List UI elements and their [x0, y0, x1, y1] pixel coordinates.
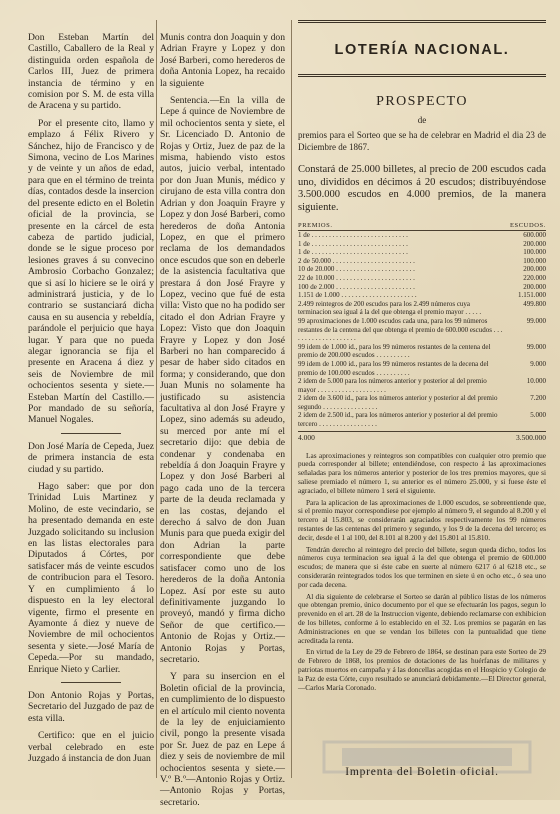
- prize-row: [298, 240, 546, 249]
- note-paragraph: Tendrán derecho al reintegro del precio del billete, segun queda dicho, todos los números cuya terminacion sea igual á la del que obtenga el premio de 600.000 escudos; de manera que si éste cabe en suerte al número 6217 ó al 6218 etc., se considerarán reintegrados todos los que terminen en siete ú en ocho etc., ó sea uno por cada decena.: [298, 544, 546, 589]
- prize-amount: 1.151.000: [518, 291, 546, 300]
- prize-amount: 200.000: [523, 282, 546, 291]
- prize-description: 99 aproximaciones de 1.000 escudos cada una, para los 99 números restantes de la centena del que obtenga el premio de 600.000 escudos . . . . . . . . . . . . . . . . . . . .: [298, 316, 503, 343]
- prize-row: [298, 377, 546, 394]
- total-premios: 4.000: [298, 432, 315, 442]
- prize-description: 99 idem de 1.000 id., para los 99 números restantes de la decena del premio de 100.000 escudos . . . . . . . . . .: [298, 359, 489, 377]
- prize-row: [298, 360, 546, 377]
- prize-description: 2 idem de 5.000 para los números anterior y posterior al del premio mayor . . . . . . . . . . . . . . . . . . . .: [298, 377, 487, 394]
- prize-description: 99 idem de 1.000 id., para los 99 números restantes de la centena del premio de 200.000 escudos . . . . . . . . . .: [298, 342, 491, 360]
- prospecto-summary: Constará de 25.000 billetes, al precio de 200 escudos cada uno, divididos en décimos á 20 escudos; distribuyéndose 3.500.000 escudos en 4.000 premios, de la manera siguiente.: [298, 164, 546, 213]
- edict-lepe-sentencia: Sentencia.—En la villa de Lepe á quince de Noviembre de mil ochocientos senta y siete, el Sr. Licenciado D. Antonio de Rojas y Ortiz, Juez de paz de la misma, habiendo visto estos autos, juicio verbal, intentado por don Juan Munis, médico y cirujano de esta villa contra don Adrian y don Joaquin Frayre y Lopez y don José Barberi, como herederos de doña Antonia Lopez, en que el primero reclama de los demandados once escudos que son en deberle de la asistencia facultativa que prestara á don José Frayre y Lopez, vecino que fué de esta villa: Visto que no ha podido ser citado el don Adrian Frayre y Lopez: Visto que don Joaquin Frayre y Lopez y don José Barberi no han comparecido á pesar de haber sido citados en forma; y considerando, que don Juan Munis no solamente ha justificado su asistencia facultativa al don José Frayre y Lopez, sino además su adeudo, su merced por ante mí el secretario dijo: que debia de condenar y condenaba en rebeldía á don Joaquin Frayre y Lopez y don José Barberi al pago cada uno de la tercera parte de la deuda reclamada y en las costas, dejando el derecho á salvo de don Juan Munis para que pueda exigir del don Adrian la parte correspondiente que debe satisfacer como uno de los herederos de la doña Antonia Lopez. Así por este su auto definitivamente juzgando lo proveyó, mandó y firma dicho Señor de que certifico.—Antonio de Rojas y Ortiz.—Antonio Rojas y Portas, secretario.: [160, 95, 285, 665]
- prize-total-row: [298, 431, 546, 442]
- prize-row: [298, 343, 546, 360]
- escudos-col-label: ESCUDOS.: [509, 222, 546, 229]
- prize-amount: 5.000: [530, 411, 546, 420]
- prize-row: [298, 248, 546, 257]
- prize-description: 1 de . . . . . . . . . . . . . . . . . . . . . . . . . . . .: [298, 231, 408, 239]
- prize-amount: 100.000: [523, 256, 546, 265]
- prospecto-notes: [298, 452, 546, 693]
- note-paragraph: Las aproximaciones y reintegros son compatibles con cualquier otro premio que pueda corresponder al billete; entendiéndose, con respecto á las aproximaciones señaladas para los números anterior y posterior de los tres premios mayores, que si saliese premiado el número 1, su anterior es el número 25.000, y si fuese éste el agraciado, el billete número 1 será el siguiente.: [298, 450, 546, 495]
- prize-description: 2 de 50.000 . . . . . . . . . . . . . . . . . . . . . . . .: [298, 256, 415, 265]
- loteria-title: LOTERÍA NACIONAL.: [334, 42, 510, 58]
- prize-row: [298, 274, 546, 283]
- prospecto-title: PROSPECTO: [376, 94, 468, 109]
- prize-amount: 499.800: [523, 299, 546, 308]
- edict-lepe-continued: Munis contra don Joaquin y don Adrian Frayre y Lopez y don José Barberi, como herederos de doña Antonia Lopez, ha recaido la siguiente: [160, 32, 285, 89]
- prize-amount: 600.000: [523, 231, 546, 239]
- prize-row: [298, 291, 546, 300]
- prize-row: [298, 394, 546, 411]
- prize-description: 2 idem de 2.500 id., para los números anterior y posterior al del premio tercero . . . . . . . . . . . . . . . . .: [298, 411, 498, 429]
- note-paragraph: En virtud de la Ley de 29 de Febrero de 1864, se destinan para este Sorteo de 29 de Febrero de 1868, los premios de dotaciones de las huérfanas de militares y patriotas muertos en campaña y á las doncellas acogidas en el Hospicio y Colegio de la Paz de esta Córte, cuyo resultado se anunciará debidamente.—El Director general,—Carlos María Coronado.: [298, 647, 546, 692]
- column-rule: [156, 20, 157, 778]
- prize-col-label: PREMIOS.: [298, 222, 333, 229]
- note-paragraph: Al dia siguiente de celebrarse el Sorteo se darán al público listas de los números que obtengan premio, único documento por el que se efectuarán los pagos, segun lo prevenido en el art. 28 de la Instruccion vigente, debiendo reclamarse con exhibicion de los billetes, conforme á lo establecido en el 32. Los premios se pagarán en las Administraciones en que se vendan los billetes con la puntualidad que tiene acreditada la renta.: [298, 591, 546, 645]
- prize-row: [298, 317, 546, 343]
- prize-row: [298, 300, 546, 317]
- left-column-2: [160, 32, 285, 814]
- prize-row: [298, 265, 546, 274]
- prize-row: [298, 257, 546, 266]
- edict-ayamonte-body: Hago saber: que por don Trinidad Luis Martinez y Molino, de este vecindario, se ha presentado demanda en este Juzgado solicitando su inclusion en las listas electorales para Diputados á Córtes, por satisfacer más de veinte escudos de contribucion para el Tesoro. Y en cumplimiento á lo dispuesto en la ley electoral vigente, firmo el presente en Ayamonte á diez y nueve de Noviembre de mil ochocientos sesenta y siete.—José María de Cepeda.—Por su mandado, Enrique Nieto y Carlier.: [28, 481, 154, 675]
- prize-row: [298, 231, 546, 240]
- double-rule: [298, 74, 546, 77]
- prize-amount: 99.000: [526, 342, 546, 351]
- separator: [61, 682, 121, 683]
- prize-row: [298, 283, 546, 292]
- left-column-1: [28, 32, 154, 770]
- prize-amount: 7.200: [530, 394, 546, 403]
- prize-description: 2.499 reintegros de 200 escudos para los 2.499 números cuya terminacion sea igual á la del que obtenga el premio mayor . . . . .: [298, 299, 482, 317]
- edict-lepe-insercion: Y para su insercion en el Boletin oficial de la provincia, en cumplimiento de lo dispuesto en el artículo mil ciento noventa de la ley de enjuiciamiento civil, pongo la presente visada por Sr. Juez de paz en Lepe á diez y seis de noviembre de mil ochocientos sesenta y siete.—V.º B.º—Antonio Rojas y Ortiz.—Antonio Rojas y Portas, secretario.: [160, 671, 285, 808]
- loteria-section: [298, 20, 546, 695]
- prize-description: 1 de . . . . . . . . . . . . . . . . . . . . . . . . . . . .: [298, 248, 408, 257]
- note-paragraph: Para la aplicacion de las aproximaciones de 1.000 escudos, se sobreentiende que, si el premio mayor correspondiese por ejemplo al número 9, el segundo al 8.200 y el tercero al 15.803, se considerarán agraciados respectivamente los 99 números restantes de las centenas del primero y segundo, y los 9 de la decena del tercero; es decir, desde el 1 al 100, del 8.101 al 8.200 y del 15.801 al 15.810.: [298, 497, 546, 542]
- edict-lepe-certifico: Certifico: que en el juicio verbal celebrado en este Juzgado á instancia de don Juan: [28, 730, 154, 764]
- prize-amount: 99.000: [526, 316, 546, 325]
- prize-description: 10 de 20.000 . . . . . . . . . . . . . . . . . . . . . . .: [298, 265, 415, 274]
- prize-description: 100 de 2.000 . . . . . . . . . . . . . . . . . . . . . . .: [298, 282, 415, 291]
- edict-aracena-heading: Don Esteban Martín del Castillo, Caballero de la Real y distinguida orden española de Carlos III, Juez de primera instancia de término y en comision por S. M. de esta villa de Aracena y su partido.: [28, 32, 154, 112]
- imprenta-footer: Imprenta del Boletin oficial.: [345, 766, 499, 778]
- prospecto-intro: premios para el Sorteo que se ha de celebrar en Madrid el dia 23 de Diciembre de 1867.: [298, 130, 546, 152]
- prize-description: 22 de 10.000 . . . . . . . . . . . . . . . . . . . . . . .: [298, 273, 415, 282]
- prize-amount: 100.000: [523, 248, 546, 257]
- prize-description: 1.151 de 1.000 . . . . . . . . . . . . . . . . . . . . . .: [298, 291, 417, 300]
- edict-aracena-body: Por el presente cito, llamo y emplazo á Félix Rivero y Sánchez, hijo de Francisco y de Simona, vecino de Los Marines y de veinte y un años de edad, para que en el término de treinta días, contados desde la insercion del presente edicto en el Boletin oficial de la provincia, se presente en la cárcel de esta cabeza de partido judicial, donde se le sigue proceso por lesiones graves á su convecino Ambrosio Corbacho Gonzalez; que si así lo hiciere se le oirá y administrará justicia, y de lo contrario se sustanciará dicha causa en su ausencia y rebeldía, parándole el perjuicio que haya lugar. Y para que no pueda alegar ignorancia se fija el presente en Aracena á diez y seis de Noviembre de mil ochocientos sesenta y siete.—Esteban Martín del Castillo.—Por mandado de su señoría, Manuel Nogales.: [28, 117, 154, 426]
- edict-ayamonte-heading: Don José María de Cepeda, Juez de primera instancia de esta ciudad y su partido.: [28, 440, 154, 475]
- column-rule: [291, 20, 292, 778]
- prize-amount: 10.000: [526, 377, 546, 386]
- separator: [61, 433, 121, 434]
- edict-lepe-heading: Don Antonio Rojas y Portas, Secretario del Juzgado de paz de esta villa.: [28, 689, 154, 724]
- prize-amount: 200.000: [523, 265, 546, 274]
- prize-table-header: [298, 222, 546, 231]
- prize-amount: 9.000: [530, 359, 546, 368]
- prize-amount: 200.000: [523, 239, 546, 248]
- prize-amount: 220.000: [523, 273, 546, 282]
- prize-description: 2 idem de 3.600 id., para los números anterior y posterior al del premio segundo . . . . . . . . . . . . . . . .: [298, 394, 498, 411]
- prize-row: [298, 411, 546, 428]
- prize-description: 1 de . . . . . . . . . . . . . . . . . . . . . . . . . . . .: [298, 239, 408, 248]
- prospecto-de: de: [417, 115, 427, 125]
- total-escudos: 3.500.000: [516, 432, 546, 442]
- prize-table: [298, 231, 546, 429]
